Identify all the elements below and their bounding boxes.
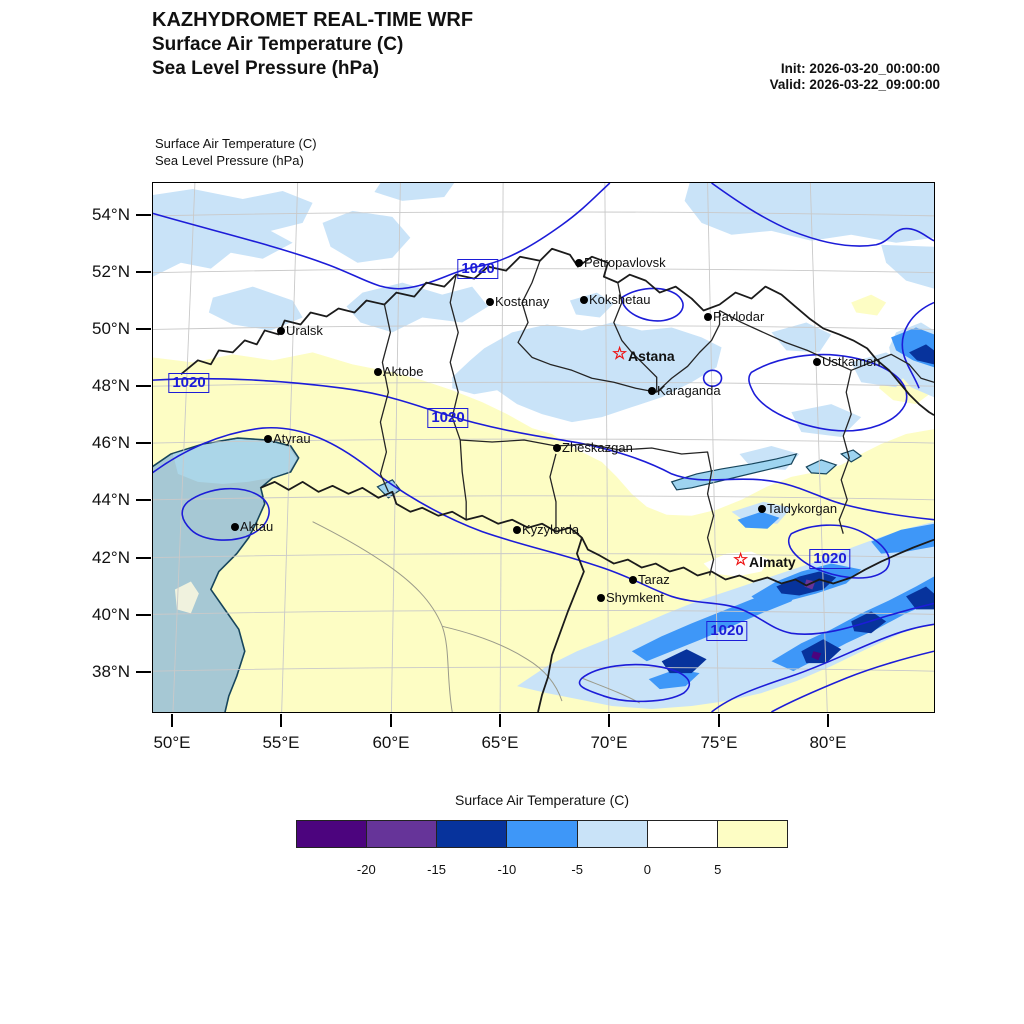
lat-label: 54°N — [92, 205, 130, 224]
lon-label: 70°E — [590, 733, 628, 752]
city-dot-icon — [277, 327, 285, 335]
layer-caption-temperature: Surface Air Temperature (C) — [155, 136, 317, 151]
colorbar-cell — [297, 821, 367, 847]
page-subtitle-pressure: Sea Level Pressure (hPa) — [152, 58, 380, 79]
colorbar — [296, 820, 788, 848]
city-label: Taldykorgan — [767, 501, 838, 516]
lat-tick — [136, 499, 151, 501]
city-dot-icon — [486, 298, 494, 306]
lon-label: 60°E — [372, 733, 410, 752]
pressure-contour-label: 1020 — [706, 621, 747, 641]
lon-tick — [827, 714, 829, 727]
capital-star-icon: ☆ — [612, 344, 628, 363]
colorbar-tick-labels — [296, 862, 788, 878]
colorbar-cell — [718, 821, 787, 847]
map-canvas — [152, 182, 935, 713]
lat-label: 42°N — [92, 548, 130, 567]
map-graphic — [153, 183, 934, 712]
lon-label: 80°E — [809, 733, 847, 752]
city-label: Kokshetau — [589, 292, 651, 307]
valid-time: Valid: 2026-03-22_09:00:00 — [769, 77, 940, 92]
colorbar-cell — [648, 821, 718, 847]
colorbar-cell — [367, 821, 437, 847]
colorbar-title: Surface Air Temperature (C) — [454, 792, 630, 808]
colorbar-tick: 5 — [714, 862, 722, 877]
city-label: Zheskazgan — [562, 440, 633, 455]
city-label: Kyzylorda — [522, 522, 580, 537]
colorbar-tick: -5 — [571, 862, 583, 877]
city-dot-icon — [597, 594, 605, 602]
page-subtitle-temperature: Surface Air Temperature (C) — [152, 34, 404, 55]
colorbar-tick: -15 — [427, 862, 446, 877]
lat-tick — [136, 671, 151, 673]
city-label: Karaganda — [657, 383, 721, 398]
colorbar-cell — [437, 821, 507, 847]
lon-tick — [718, 714, 720, 727]
lat-label: 44°N — [92, 490, 130, 509]
city-label: Kostanay — [495, 294, 550, 309]
colorbar-tick: -10 — [497, 862, 517, 877]
city-label: Pavlodar — [713, 309, 765, 324]
lat-tick — [136, 614, 151, 616]
lon-tick — [608, 714, 610, 727]
city-dot-icon — [758, 505, 766, 513]
lat-tick — [136, 271, 151, 273]
city-label: Astana — [628, 348, 675, 364]
lat-label: 38°N — [92, 662, 130, 681]
city-label: Petropavlovsk — [584, 255, 666, 270]
lat-label: 50°N — [92, 319, 130, 338]
lon-tick — [499, 714, 501, 727]
lat-tick — [136, 385, 151, 387]
lat-tick — [136, 442, 151, 444]
city-label: Aktau — [240, 519, 274, 534]
capital-star-icon: ☆ — [733, 550, 749, 569]
lat-label: 52°N — [92, 262, 130, 281]
lat-tick — [136, 557, 151, 559]
city-label: Almaty — [749, 554, 796, 570]
lon-tick — [280, 714, 282, 727]
city-dot-icon — [813, 358, 821, 366]
layer-captions — [155, 135, 317, 169]
city-label: Atyrau — [273, 431, 311, 446]
lat-tick — [136, 328, 151, 330]
model-run-times — [770, 61, 940, 93]
pressure-contour-label: 1020 — [427, 408, 468, 428]
city-dot-icon — [648, 387, 656, 395]
city-label: Taraz — [638, 572, 670, 587]
page-title: KAZHYDROMET REAL-TIME WRF — [152, 9, 474, 31]
lat-label: 40°N — [92, 605, 130, 624]
city-dot-icon — [580, 296, 588, 304]
colorbar-cell — [578, 821, 648, 847]
city-dot-icon — [264, 435, 272, 443]
lon-label: 55°E — [262, 733, 300, 752]
city-dot-icon — [374, 368, 382, 376]
city-dot-icon — [553, 444, 561, 452]
city-label: Shymkent — [606, 590, 664, 605]
city-dot-icon — [231, 523, 239, 531]
city-dot-icon — [575, 259, 583, 267]
pressure-contour-label: 1020 — [457, 259, 498, 279]
colorbar-cell — [507, 821, 577, 847]
lon-label: 50°E — [153, 733, 191, 752]
init-time: Init: 2026-03-20_00:00:00 — [780, 61, 940, 76]
city-dot-icon — [629, 576, 637, 584]
pressure-contour-label: 1020 — [809, 549, 850, 569]
lon-tick — [171, 714, 173, 727]
city-label: Uralsk — [286, 323, 323, 338]
layer-caption-pressure: Sea Level Pressure (hPa) — [155, 153, 304, 168]
lon-tick — [390, 714, 392, 727]
lon-label: 65°E — [481, 733, 519, 752]
lat-label: 46°N — [92, 433, 130, 452]
city-label: Ustkamen — [822, 354, 881, 369]
city-dot-icon — [513, 526, 521, 534]
lon-label: 75°E — [700, 733, 738, 752]
lat-tick — [136, 214, 151, 216]
page-title-block — [152, 8, 473, 81]
colorbar-tick: -20 — [356, 862, 376, 877]
city-label: Aktobe — [383, 364, 424, 379]
lat-label: 48°N — [92, 376, 130, 395]
city-dot-icon — [704, 313, 712, 321]
pressure-contour-label: 1020 — [168, 373, 209, 393]
colorbar-tick: 0 — [643, 862, 652, 877]
